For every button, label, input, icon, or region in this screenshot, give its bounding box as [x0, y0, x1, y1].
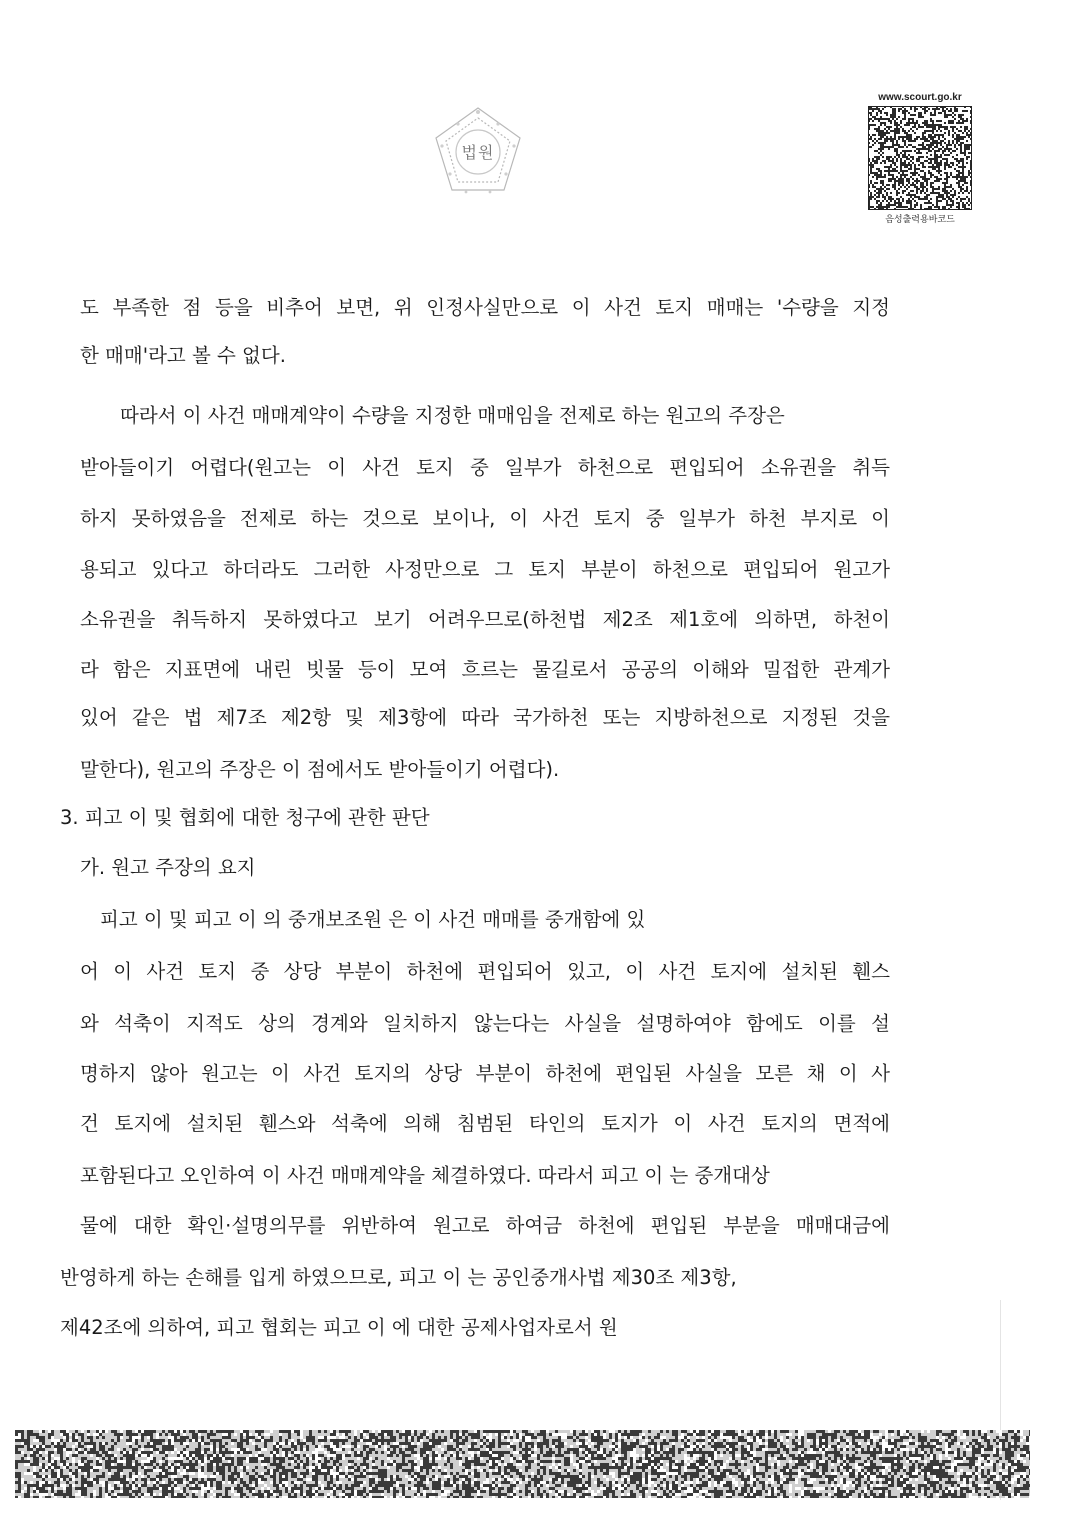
- body-line: 하지 못하였음을 전제로 하는 것으로 보이나, 이 사건 토지 중 일부가 하천 부지로 이: [80, 507, 890, 530]
- body-line: 반영하게 하는 손해를 입게 하였으므로, 피고 이 는 공인중개사법 제30조 제3항,: [60, 1266, 737, 1289]
- body-line: 따라서 이 사건 매매계약이 수량을 지정한 매매임을 전제로 하는 원고의 주장은: [120, 404, 785, 427]
- court-seal: [428, 102, 528, 202]
- court-seal-text: 법원: [461, 143, 495, 162]
- body-line: 있어 같은 법 제7조 제2항 및 제3항에 따라 국가하천 또는 지방하천으로 지정된 것을: [80, 706, 890, 729]
- body-line: 건 토지에 설치된 휀스와 석축에 의해 침범된 타인의 토지가 이 사건 토지의 면적에: [80, 1112, 890, 1135]
- body-line: 용되고 있다고 하더라도 그러한 사정만으로 그 토지 부분이 하천으로 편입되어 원고가: [80, 558, 890, 581]
- body-line: 어 이 사건 토지 중 상당 부분이 하천에 편입되어 있고, 이 사건 토지에 설치된 휀스: [80, 960, 890, 983]
- body-line: 라 함은 지표면에 내린 빗물 등이 모여 흐르는 물길로서 공공의 이해와 밀접한 관계가: [80, 658, 890, 681]
- body-line: 포함된다고 오인하여 이 사건 매매계약을 체결하였다. 따라서 피고 이 는 중개대상: [80, 1164, 770, 1187]
- voice-output-barcode: [864, 92, 976, 228]
- body-line: 가. 원고 주장의 요지: [80, 856, 256, 879]
- body-line: 물에 대한 확인·설명의무를 위반하여 원고로 하여금 하천에 편입된 부분을 매매대금에: [80, 1214, 890, 1237]
- body-line: 소유권을 취득하지 못하였다고 보기 어려우므로(하천법 제2조 제1호에 의하면, 하천이: [80, 608, 890, 631]
- body-line: 말한다), 원고의 주장은 이 점에서도 받아들이기 어렵다).: [80, 758, 560, 781]
- body-line: 도 부족한 점 등을 비추어 보면, 위 인정사실만으로 이 사건 토지 매매는 '수량을 지정: [80, 296, 890, 319]
- body-line: 제42조에 의하여, 피고 협회는 피고 이 에 대한 공제사업자로서 원: [60, 1316, 618, 1339]
- body-line: 한 매매'라고 볼 수 없다.: [80, 344, 286, 367]
- body-line: 명하지 않아 원고는 이 사건 토지의 상당 부분이 하천에 편입된 사실을 모른 채 이 사: [80, 1062, 890, 1085]
- barcode-caption: 음성출력용바코드: [885, 215, 955, 225]
- body-line: 와 석축이 지적도 상의 경계와 일치하지 않는다는 사실을 설명하여야 함에도 이를 설: [80, 1012, 890, 1035]
- qr-code-icon: [868, 106, 972, 210]
- body-line: 피고 이 및 피고 이 의 중개보조원 은 이 사건 매매를 중개함에 있: [100, 908, 646, 931]
- body-line: 3. 피고 이 및 협회에 대한 청구에 관한 판단: [60, 806, 430, 829]
- body-line: 받아들이기 어렵다(원고는 이 사건 토지 중 일부가 하천으로 편입되어 소유권을 취득: [80, 456, 890, 479]
- site-url: www.scourt.go.kr: [878, 92, 962, 103]
- security-barcode-icon: [15, 1430, 1030, 1498]
